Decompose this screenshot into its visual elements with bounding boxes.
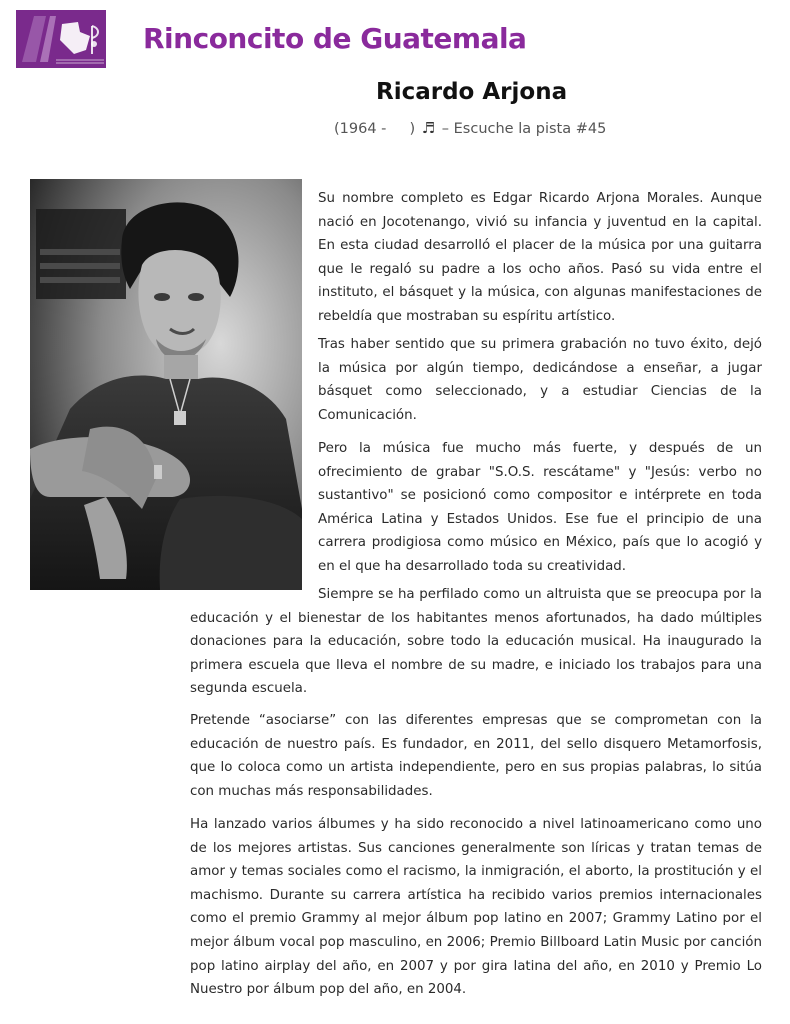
site-title: Rinconcito de Guatemala (143, 22, 527, 55)
music-note-icon: ♬ (421, 119, 436, 137)
lifespan-years: (1964 - ) (334, 121, 416, 137)
paragraph-1: Su nombre completo es Edgar Ricardo Arjona Morales. Aunque nació en Jocotenango, vivió su infancia y juventud en la capital. En esta ciudad desarrolló el placer de la música por una guitarra que le regaló su padre a los ocho años. Pasó su vida entre el instituto, el básquet y la música, con algunas manifestaciones de rebeldía que mostraban su espíritu artístico. (318, 191, 762, 324)
article-subtitle (334, 119, 606, 137)
portrait-photo (30, 179, 302, 590)
paragraph-3: Pero la música fue mucho más fuerte, y después de un ofrecimiento de grabar "S.O.S. rescátame" y "Jesús: verbo no sustantivo" se posicionó como compositor e intérprete en toda América Latina y Estados Unidos. Ese fue el principio de una carrera prodigiosa como músico en México, país que lo acogió y en el que ha desarrollado toda su creatividad. (318, 441, 762, 574)
paragraph-2: Tras haber sentido que su primera grabación no tuvo éxito, dejó la música por algún tiempo, dedicándose a enseñar, a jugar básquet como seleccionado, y a estudiar Ciencias de la Comunicación. (318, 337, 762, 423)
logo-graphic (16, 10, 106, 68)
paragraph-4: Siempre se ha perfilado como un altruista que se preocupa por la educación y el bienestar de los habitantes menos afortunados, ha dado múltiples donaciones para la educación, sobre todo la educación musical. Ha inaugurado la primera escuela que lleva el nombre de su madre, e iniciado los trabajos para una segunda escuela. (190, 587, 762, 697)
paragraph-6: Ha lanzado varios álbumes y ha sido reconocido a nivel latinoamericano como uno de los mejores artistas. Sus canciones generalmente son líricas y tratan temas de amor y temas sociales como el racismo, la inmigración, el aborto, la prostitución y el machismo. Durante su carrera artística ha recibido varios premios internacionales como el premio Grammy al mejor álbum pop latino en 2007; Grammy Latino por el mejor álbum vocal pop masculino, en 2006; Premio Billboard Latin Music por canción pop latino airplay del año, en 2007 y por gira latina del año, en 2010 y Premio Lo Nuestro por álbum pop del año, en 2004. (190, 817, 762, 998)
article-title: Ricardo Arjona (376, 79, 568, 105)
track-reference: – Escuche la pista #45 (441, 121, 607, 137)
paragraph-5: Pretende “asociarse” con las diferentes empresas que se comprometan con la educación de nuestro país. Es fundador, en 2011, del sello disquero Metamorfosis, que lo coloca como un artista independiente, pero en sus propias palabras, lo sitúa con muchas más responsabilidades. (190, 713, 762, 799)
guatemala-map-logo-icon (16, 10, 106, 68)
portrait-illustration (30, 179, 302, 590)
